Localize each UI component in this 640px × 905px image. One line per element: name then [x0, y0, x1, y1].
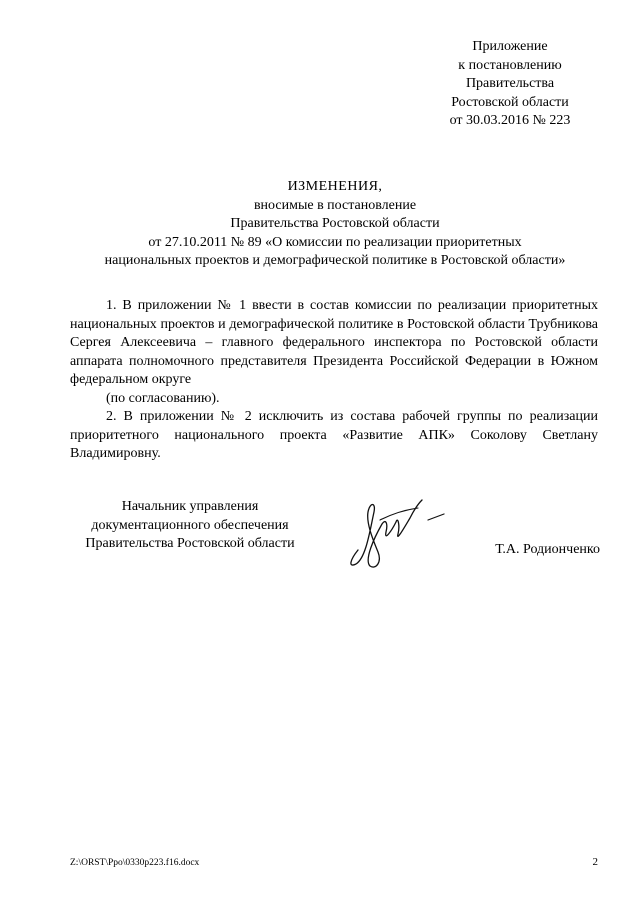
footer-file-path: Z:\ORST\Ppo\0330p223.f16.docx: [70, 858, 200, 868]
position-line: Начальник управления: [121, 499, 259, 514]
paragraph-1: [70, 297, 598, 408]
heading-line: Правительства Ростовской области: [230, 216, 440, 231]
appendix-header: [420, 38, 600, 131]
paragraph-text: 2. В приложении № 2 исключить из состава рабочей группы по реализации приоритетного национального проекта «Развитие АПК» Соколову Светлану Владимировну.: [70, 409, 598, 461]
position-line: Правительства Ростовской области: [85, 536, 295, 551]
heading-line: национальных проектов и демографической политике в Ростовской области»: [104, 253, 566, 268]
paragraph-tail: (по согласованию).: [106, 390, 220, 406]
document-body: [70, 297, 598, 464]
appendix-line: Приложение: [472, 39, 548, 54]
position-line: документационного обеспечения: [91, 517, 289, 533]
appendix-line: от 30.03.2016 № 223: [449, 113, 571, 128]
document-heading: [70, 178, 600, 271]
heading-line: от 27.10.2011 № 89 «О комиссии по реализации приоритетных: [148, 234, 522, 250]
heading-line: вносимые в постановление: [253, 197, 417, 213]
document-title: ИЗМЕНЕНИЯ,: [287, 179, 383, 194]
signatory-name: Т.А. Родионченко: [495, 542, 600, 557]
signature-block: [70, 498, 600, 568]
paragraph-2: [70, 408, 598, 464]
appendix-line: Ростовской области: [451, 94, 569, 110]
appendix-line: к постановлению: [458, 57, 562, 73]
page-number: 2: [592, 856, 598, 868]
handwritten-signature: [340, 490, 460, 574]
appendix-line: Правительства: [465, 76, 555, 91]
paragraph-text: 1. В приложении № 1 ввести в состав комиссии по реализации приоритетных национальных проектов и демографической политике в Ростовской области Трубникова Сергея Алексеевича – главного федерального инспектора по Ростовской области аппарата полномочного представителя Президента Российской Федерации в Южном федеральном округе: [70, 298, 598, 387]
signatory-position: [70, 498, 310, 554]
